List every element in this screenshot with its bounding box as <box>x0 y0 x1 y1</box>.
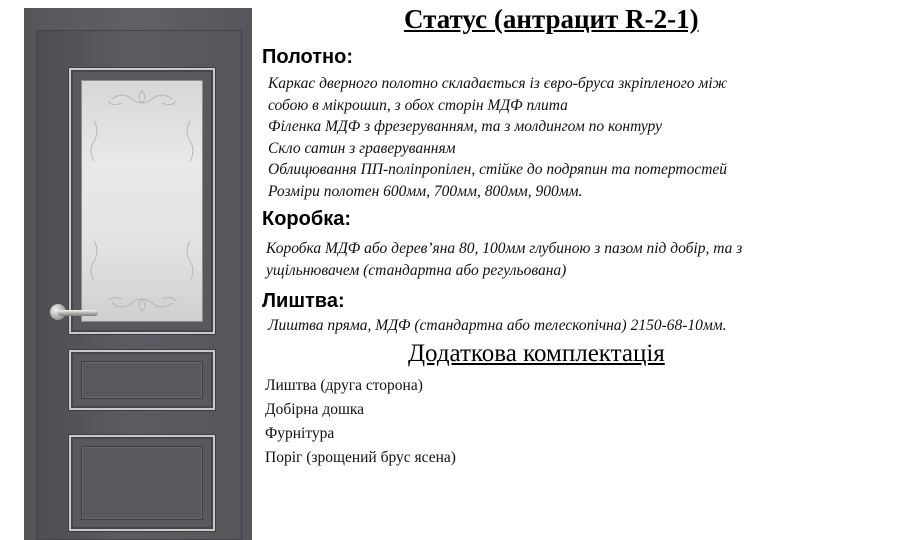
leaf-line: Скло сатин з граверуванням <box>268 139 456 157</box>
bottom-panel <box>69 435 215 531</box>
middle-panel <box>69 350 215 410</box>
extras-item: Поріг (зрощений брус ясена) <box>265 449 456 466</box>
box-heading: Коробка: <box>262 208 352 230</box>
extras-item: Добірна дошка <box>265 401 365 418</box>
trim-description <box>268 315 868 337</box>
bottom-panel-milling <box>81 446 203 520</box>
satin-glass <box>81 80 203 322</box>
extras-title: Додаткова комплектація <box>408 340 665 367</box>
engraving-ornament-icon <box>82 81 202 321</box>
box-line: Коробка МДФ або дерев’яна 80, 100мм глубиною з пазом під добір, та з <box>266 240 743 257</box>
extras-item: Лиштва (друга сторона) <box>265 377 423 394</box>
leaf-line: Філенка МДФ з фрезеруванням, та з молдингом по контуру <box>268 118 662 135</box>
door-handle-icon <box>50 306 98 320</box>
leaf-description <box>268 73 868 202</box>
door-leaf <box>36 30 242 540</box>
box-line: ущільнювачем (стандартна або регульована) <box>266 261 567 279</box>
extras-list <box>265 374 456 470</box>
middle-panel-milling <box>81 361 203 399</box>
leaf-line: Облицювання ПП-поліпропілен, стійке до подряпин та потертостей <box>268 161 728 178</box>
box-description <box>266 238 866 281</box>
trim-line: Лиштва пряма, МДФ (стандартна або телескопічна) 2150-68-10мм. <box>268 317 727 334</box>
handle-lever <box>58 310 98 316</box>
leaf-heading: Полотно: <box>262 46 354 68</box>
door-image <box>24 8 252 540</box>
leaf-line: собою в мікрошип, з обох сторін МДФ плита <box>268 96 568 114</box>
leaf-line: Каркас дверного полотно складається із євро-бруса зкріпленого між <box>268 75 728 92</box>
product-title: Статус (антрацит R-2-1) <box>404 4 699 34</box>
trim-heading: Лиштва: <box>262 290 345 312</box>
extras-item: Фурнітура <box>265 425 335 442</box>
glass-molding <box>69 68 215 334</box>
leaf-line: Розміри полотен 600мм, 700мм, 800мм, 900мм. <box>268 182 583 200</box>
